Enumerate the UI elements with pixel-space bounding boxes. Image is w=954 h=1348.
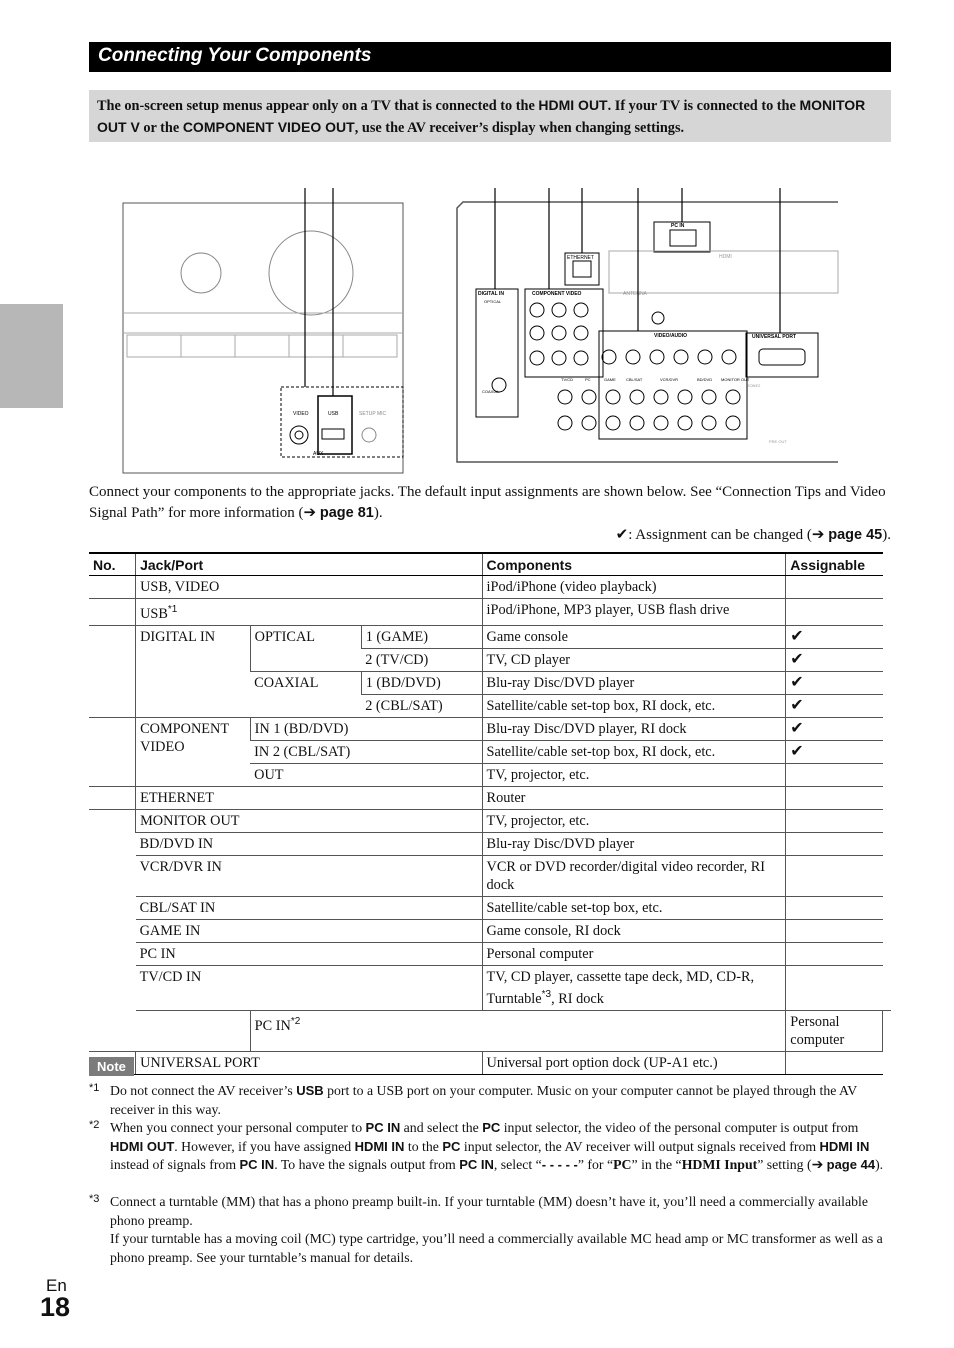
- footnote-3: *3 Connect a turntable (MM) that has a phono preamp built-in. If your turntable (MM) doesn’t have it, you’ll need a commercially available phono preamp. If your turntable has a moving coil (MC) type cartridge, you’ll need a commercially available MC head amp or MC transformer as well as a phono preamp. See your turntable’s manual for details.: [89, 1193, 883, 1265]
- jack-assignment-table: [89, 552, 891, 1075]
- universal-port-label: UNIVERSAL PORT: [752, 334, 797, 340]
- table-header-row: [89, 553, 891, 576]
- footnote-2: *2 When you connect your personal computer to PC IN and select the PC input selector, the video of the personal computer is output from HDMI OUT. However, if you have assigned HDMI IN to the PC input selector, the AV receiver will output signals received from HDMI IN instead of signals from PC IN. To have the signals output from PC IN, select “- - - - -” for “PC” in the “HDMI Input” setting (➔ page 44).: [89, 1119, 884, 1172]
- table-row: TV/CD IN TV, CD player, cassette tape deck, MD, CD-R, Turntable$^{*3}$, RI dock: [89, 965, 891, 1010]
- intro-paragraph: Connect your components to the appropriate jacks. The default input assignments are shown below. See “Connection Tips and Video Signal Path” for more information (➔ page 81).: [89, 484, 886, 521]
- jack-icon: [574, 303, 588, 317]
- jack-icon: [650, 350, 664, 364]
- jack-icon: [602, 350, 616, 364]
- setup-mic-label: SETUP MIC: [359, 411, 387, 417]
- table-row: OUT TV, projector, etc.: [89, 763, 891, 786]
- section-title-bar: [89, 42, 891, 72]
- antenna-label: ANTENNA: [623, 291, 647, 297]
- assignment-note: ✔: Assignment can be changed (➔ page 45).: [615, 527, 891, 543]
- jack-icon: [552, 326, 566, 340]
- table-row: COMPONENT VIDEO IN 1 (BD/DVD) Blu-ray Disc/DVD player, RI dock ✔: [89, 717, 891, 740]
- rear-panel-illustration: [457, 188, 838, 462]
- jack-icon: [530, 351, 544, 365]
- monitor-out-label: MONITOR OUT: [721, 377, 750, 382]
- page-81-link[interactable]: page 81: [319, 505, 374, 521]
- intro-box: [89, 90, 891, 142]
- jack-icon: [574, 326, 588, 340]
- note-label: Note: [89, 1057, 134, 1076]
- table-row: USB, VIDEO iPod/iPhone (video playback): [89, 576, 891, 599]
- jack-icon: [530, 303, 544, 317]
- table-row: ETHERNET Router: [89, 786, 891, 809]
- jack-icon: [552, 351, 566, 365]
- jack-icon: [606, 390, 620, 404]
- table-row: PC IN$^{*2}$ Personal computer: [89, 1010, 891, 1051]
- jack-icon: [678, 390, 692, 404]
- table-row: 2 (TV/CD) TV, CD player ✔: [89, 648, 891, 671]
- jack-icon: [726, 390, 740, 404]
- table-row: BD/DVD IN Blu-ray Disc/DVD player: [89, 832, 891, 855]
- video-audio-label: VIDEO/AUDIO: [654, 333, 688, 339]
- section-title: Connecting Your Components: [98, 45, 372, 66]
- page-45-link[interactable]: page 45: [828, 527, 883, 543]
- jack-icon: [652, 312, 664, 324]
- game-label: GAME: [604, 377, 616, 382]
- hdmi-label: HDMI: [719, 254, 732, 260]
- intro-text: The on-screen setup menus appear only on a TV that is connected to the HDMI OUT. If your TV is connected to the MONITOR OUT V or the COMPONENT VIDEO OUT, use the AV receiver’s display when changing settings.: [97, 97, 866, 136]
- jack-icon: [606, 416, 620, 430]
- jack-icon: [674, 350, 688, 364]
- usb-label: USB: [328, 411, 339, 417]
- jack-icon: [582, 416, 596, 430]
- table-row: 2 (CBL/SAT) Satellite/cable set-top box, RI dock, etc. ✔: [89, 694, 891, 717]
- vcr-dvr-label: VCR/DVR: [660, 377, 679, 382]
- table-row: CBL/SAT IN Satellite/cable set-top box, etc.: [89, 896, 891, 919]
- jack-icon: [558, 390, 572, 404]
- jack-icon: [698, 350, 712, 364]
- col-assignable: Assignable: [786, 553, 883, 576]
- pre-out-label: PRE OUT: [769, 439, 787, 444]
- pc-in-label: PC IN: [671, 223, 685, 229]
- language-label: En: [46, 1276, 67, 1295]
- table-row: GAME IN Game console, RI dock: [89, 919, 891, 942]
- jack-icon: [654, 390, 668, 404]
- table-row: IN 2 (CBL/SAT) Satellite/cable set-top box, RI dock, etc. ✔: [89, 740, 891, 763]
- table-row: MONITOR OUT TV, projector, etc.: [89, 809, 891, 832]
- jack-icon: [582, 390, 596, 404]
- optical-label: OPTICAL: [484, 299, 502, 304]
- zone2-label: ZONE2: [747, 383, 761, 388]
- component-video-label: COMPONENT VIDEO: [532, 291, 582, 297]
- jack-icon: [558, 416, 572, 430]
- jack-icon: [630, 416, 644, 430]
- table-row: VCR/DVR IN VCR or DVD recorder/digital video recorder, RI dock: [89, 855, 891, 896]
- page-number: 18: [40, 1292, 71, 1322]
- ethernet-label: ETHERNET: [567, 255, 594, 261]
- video-label: VIDEO: [293, 411, 309, 417]
- table-row: COAXIAL 1 (BD/DVD) Blu-ray Disc/DVD player ✔: [89, 671, 891, 694]
- col-components: Components: [482, 553, 786, 576]
- jack-icon: [702, 390, 716, 404]
- col-jack: Jack/Port: [136, 553, 482, 576]
- table-row: PC IN Personal computer: [89, 942, 891, 965]
- aux-label: AUX: [313, 451, 324, 457]
- footnote-1: *1 Do not connect the AV receiver’s USB port to a USB port on your computer. Music on your computer cannot be played through the AV receiver in this way.: [89, 1082, 857, 1117]
- jack-icon: [626, 350, 640, 364]
- front-panel-illustration: [123, 188, 403, 473]
- tv-cd-label: TV/CD: [561, 377, 573, 382]
- page-44-link[interactable]: page 44: [826, 1157, 876, 1172]
- digital-in-label: DIGITAL IN: [478, 291, 504, 297]
- coaxial-label: COAXIAL: [482, 389, 500, 394]
- connections-diagram: [89, 185, 891, 477]
- jack-icon: [552, 303, 566, 317]
- pc-label: PC: [585, 377, 591, 382]
- jack-icon: [630, 390, 644, 404]
- jack-icon: [530, 326, 544, 340]
- chapter-side-tab: [0, 304, 63, 408]
- jack-icon: [722, 350, 736, 364]
- table-row: DIGITAL IN OPTICAL 1 (GAME) Game console ✔: [89, 625, 891, 648]
- jack-icon: [726, 416, 740, 430]
- table-row: USB$^{*1}$ iPod/iPhone, MP3 player, USB flash drive: [89, 599, 891, 626]
- bd-dvd-label: BD/DVD: [697, 377, 713, 382]
- jack-icon: [702, 416, 716, 430]
- table-row: UNIVERSAL PORT Universal port option dock (UP-A1 etc.): [89, 1051, 891, 1074]
- col-no: No.: [89, 553, 136, 576]
- cbl-sat-label: CBL/SAT: [626, 377, 643, 382]
- rear-jacks: [492, 303, 740, 430]
- jack-icon: [654, 416, 668, 430]
- check-icon: ✔: [615, 527, 629, 543]
- jack-icon: [574, 351, 588, 365]
- jack-icon: [678, 416, 692, 430]
